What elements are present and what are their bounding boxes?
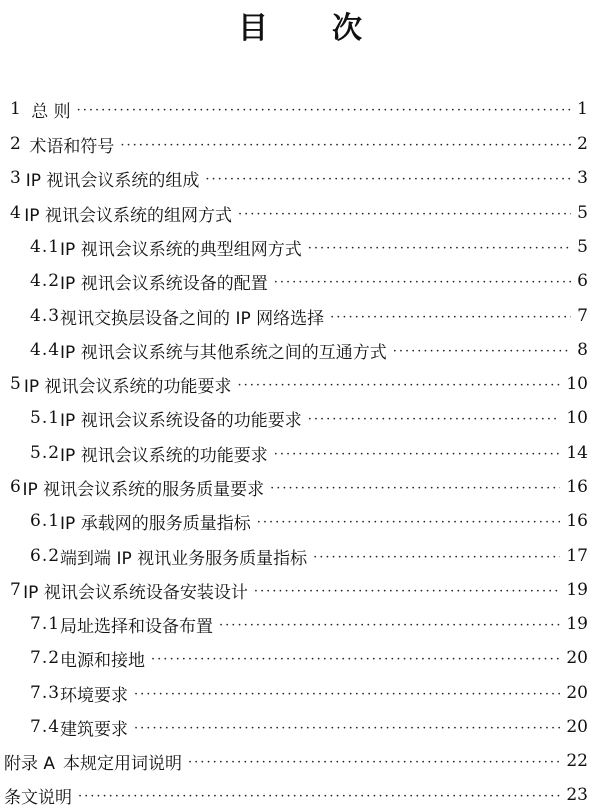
toc-entry[interactable] xyxy=(30,541,588,571)
toc-entry-title: IP 视讯会议系统的功能要求 xyxy=(60,445,268,466)
toc-entry-number: 7.2 xyxy=(30,648,61,668)
toc-entry-number: 5.2 xyxy=(30,443,61,463)
toc-entry-page: 6 xyxy=(577,271,588,291)
toc-entry-number: 7.4 xyxy=(30,717,61,737)
toc-leader-dots xyxy=(274,275,571,290)
toc-entry-title: IP 视讯会议系统设备的配置 xyxy=(60,273,268,294)
toc-entry-page: 8 xyxy=(577,340,588,360)
toc-entry-title: IP 视讯会议系统的典型组网方式 xyxy=(60,239,302,260)
toc-entry-title: 局址选择和设备布置 xyxy=(60,616,214,637)
toc-entry-number: 2 xyxy=(10,134,21,154)
toc-entry[interactable] xyxy=(10,198,588,228)
toc-entry[interactable] xyxy=(30,301,588,331)
toc-entry-title: 本规定用词说明 xyxy=(63,753,183,774)
toc-entry-number: 6.1 xyxy=(30,511,61,531)
toc-leader-dots xyxy=(120,138,571,153)
toc-entry-title: IP 视讯会议系统的服务质量要求 xyxy=(22,479,265,500)
toc-entry-page: 14 xyxy=(566,443,588,463)
toc-entry-page: 22 xyxy=(566,751,588,771)
toc-leader-dots xyxy=(308,412,561,427)
title-char-2: 次 xyxy=(332,11,362,46)
toc-leader-dots xyxy=(313,550,560,565)
toc-entry[interactable] xyxy=(10,575,588,605)
toc-entry-title: 电源和接地 xyxy=(60,650,146,671)
toc-entry-page: 5 xyxy=(577,203,588,223)
toc-leader-dots xyxy=(330,310,571,325)
toc-entry[interactable] xyxy=(30,643,588,673)
toc-entry[interactable] xyxy=(10,369,588,399)
toc-entry[interactable] xyxy=(30,335,588,365)
toc-leader-dots xyxy=(151,652,560,667)
toc-entry-title: 术语和符号 xyxy=(29,136,115,157)
toc-leader-dots xyxy=(270,481,560,496)
toc-entry-page: 7 xyxy=(577,306,588,326)
toc-entry-page: 10 xyxy=(566,374,588,394)
toc-entry[interactable] xyxy=(30,712,588,742)
toc-entry-page: 16 xyxy=(566,511,588,531)
toc-entry-page: 2 xyxy=(577,134,588,154)
toc-entry-explanation[interactable] xyxy=(4,780,588,810)
toc-entry-title: 端到端 IP 视讯业务服务质量指标 xyxy=(60,548,308,569)
page-title xyxy=(0,2,600,48)
toc-entry-page: 19 xyxy=(566,580,588,600)
toc-entry-title: 条文说明 xyxy=(4,787,72,808)
toc-leader-dots xyxy=(134,687,560,702)
toc-entry[interactable] xyxy=(30,232,588,262)
toc-entry-number: 附录 A xyxy=(4,753,56,774)
toc-entry-page: 19 xyxy=(566,614,588,634)
toc-entry-page: 3 xyxy=(577,168,588,188)
toc-leader-dots xyxy=(219,618,560,633)
toc-entry-appendix[interactable] xyxy=(4,746,588,776)
toc-entry-page: 10 xyxy=(566,408,588,428)
toc-entry-number: 7 xyxy=(10,580,21,600)
toc-entry-page: 5 xyxy=(577,237,588,257)
toc-leader-dots xyxy=(308,241,571,256)
toc-leader-dots xyxy=(134,721,560,736)
toc-leader-dots xyxy=(257,515,561,530)
toc-entry-number: 4.2 xyxy=(30,271,61,291)
toc-entry-title: 环境要求 xyxy=(60,685,129,706)
toc-entry-title: IP 视讯会议系统的组成 xyxy=(25,170,200,191)
toc-leader-dots xyxy=(393,344,571,359)
toc-entry-page: 16 xyxy=(566,477,588,497)
toc-entry[interactable] xyxy=(10,472,588,502)
toc-entry-page: 17 xyxy=(566,546,588,566)
toc-entry[interactable] xyxy=(30,506,588,536)
title-char-1: 目 xyxy=(238,11,268,46)
toc-entry-number: 5.1 xyxy=(30,408,61,428)
toc-entry-title: IP 视讯会议系统的组网方式 xyxy=(24,205,232,226)
toc-entry-title: IP 承载网的服务质量指标 xyxy=(60,513,251,534)
toc-entry[interactable] xyxy=(10,129,588,159)
toc-entry-number: 1 xyxy=(10,99,21,119)
toc-leader-dots xyxy=(274,447,561,462)
toc-entry-number: 3 xyxy=(10,168,21,188)
toc-entry-title: IP 视讯会议系统设备的功能要求 xyxy=(60,410,302,431)
toc-leader-dots xyxy=(238,207,571,222)
toc-entry-number: 4 xyxy=(10,203,21,223)
toc-entry-number: 4.1 xyxy=(30,237,61,257)
toc-entry[interactable] xyxy=(30,438,588,468)
toc-leader-dots xyxy=(188,755,560,770)
toc-entry[interactable] xyxy=(10,94,588,124)
toc-entry-number: 4.3 xyxy=(30,306,61,326)
toc-entry[interactable] xyxy=(30,678,588,708)
toc-entry-page: 20 xyxy=(566,717,588,737)
toc-entry-title: IP 视讯会议系统与其他系统之间的互通方式 xyxy=(60,342,387,363)
toc-entry-page: 1 xyxy=(577,99,588,119)
toc-entry-page: 20 xyxy=(566,683,588,703)
toc-entry-title: 视讯交换层设备之间的 IP 网络选择 xyxy=(60,308,325,329)
toc-leader-dots xyxy=(77,103,572,118)
toc-entry[interactable] xyxy=(10,163,588,193)
toc-leader-dots xyxy=(238,378,561,393)
toc-entry-title: IP 视讯会议系统设备安装设计 xyxy=(23,582,248,603)
toc-entry[interactable] xyxy=(30,609,588,639)
toc-entry[interactable] xyxy=(30,403,588,433)
toc-entry-page: 20 xyxy=(566,648,588,668)
toc-entry-title: 总 则 xyxy=(31,101,71,122)
toc-entry-page: 23 xyxy=(566,785,588,805)
toc-entry-title: 建筑要求 xyxy=(60,719,129,740)
toc-entry-number: 4.4 xyxy=(30,340,61,360)
toc-leader-dots xyxy=(254,584,561,599)
toc-entry-title: IP 视讯会议系统的功能要求 xyxy=(23,376,232,397)
toc-entry-number: 6 xyxy=(10,477,21,497)
toc-leader-dots xyxy=(78,789,560,804)
toc-entry-number: 7.1 xyxy=(30,614,61,634)
toc-leader-dots xyxy=(205,172,571,187)
toc-entry-number: 7.3 xyxy=(30,683,61,703)
toc-entry-number: 5 xyxy=(10,374,21,394)
toc-entry-number: 6.2 xyxy=(30,546,61,566)
toc-entry[interactable] xyxy=(30,266,588,296)
